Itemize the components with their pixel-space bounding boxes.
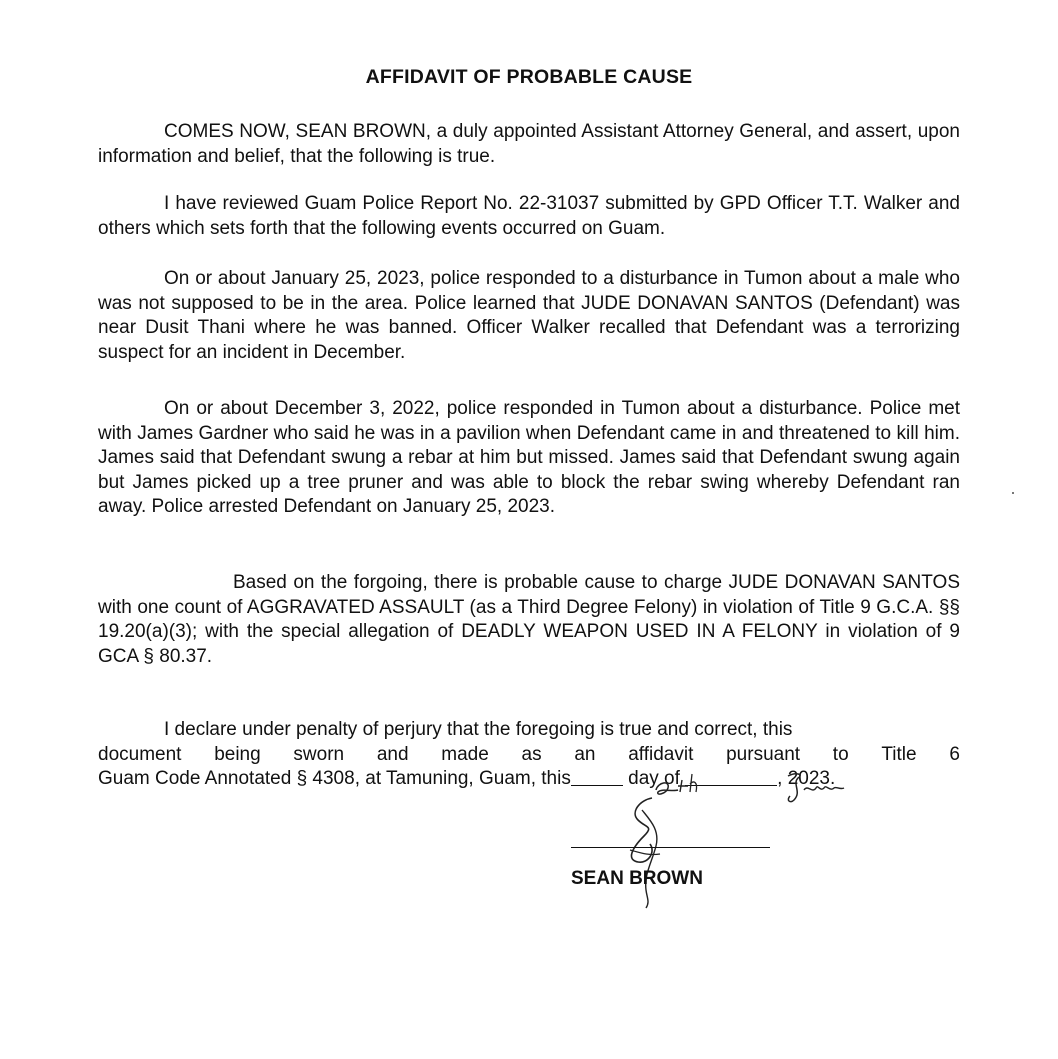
signature-line	[571, 847, 770, 848]
declaration-word: made	[441, 743, 489, 765]
declaration-word: sworn	[293, 743, 345, 765]
declaration-word: 6	[949, 743, 960, 765]
declaration-location-text: Guam Code Annotated § 4308, at Tamuning, Guam, this	[98, 768, 571, 789]
handwritten-signature	[600, 790, 690, 910]
declaration-block	[98, 718, 960, 792]
declaration-word: affidavit	[628, 743, 694, 765]
declaration-word: pursuant	[726, 743, 801, 765]
declaration-word: and	[376, 743, 409, 765]
year-text: , 2023.	[777, 768, 836, 789]
declaration-word: being	[214, 743, 261, 765]
scan-speck	[1012, 492, 1014, 494]
declaration-line-2	[98, 743, 960, 768]
declaration-word: an	[574, 743, 596, 765]
declaration-line-3	[98, 767, 960, 792]
document-title: AFFIDAVIT OF PROBABLE CAUSE	[365, 66, 693, 88]
declaration-word: to	[832, 743, 849, 765]
declaration-line-1: I declare under penalty of perjury that the foregoing is true and correct, this	[164, 719, 793, 740]
paragraph-january-incident: On or about January 25, 2023, police responded to a disturbance in Tumon about a male who was not supposed to be in the area. Police learned that JUDE DONAVAN SANTOS (Defendant) was near Dusit Thani where he was banned. Officer Walker recalled that Defendant was a terrorizing suspect for an incident in December.	[98, 268, 960, 363]
paragraph-introduction: COMES NOW, SEAN BROWN, a duly appointed Assistant Attorney General, and assert, upon information and belief, that the following is true.	[98, 121, 960, 167]
paragraph-police-report: I have reviewed Guam Police Report No. 22-31037 submitted by GPD Officer T.T. Walker and others which sets forth that the following events occurred on Guam.	[98, 193, 960, 239]
month-blank	[685, 767, 777, 786]
declaration-word: as	[521, 743, 542, 765]
signer-name: SEAN BROWN	[571, 868, 703, 889]
declaration-word: Title	[881, 743, 917, 765]
declaration-word: document	[98, 743, 182, 765]
day-blank	[571, 767, 623, 786]
paragraph-probable-cause: Based on the forgoing, there is probable cause to charge JUDE DONAVAN SANTOS with one count of AGGRAVATED ASSAULT (as a Third Degree Felony) in violation of Title 9 G.C.A. §§ 19.20(a)(3); with the special allegation of DEADLY WEAPON USED IN A FELONY in violation of 9 GCA § 80.37.	[98, 572, 960, 667]
paragraph-december-incident: On or about December 3, 2022, police responded in Tumon about a disturbance. Police met with James Gardner who said he was in a pavilion when Defendant came in and threatened to kill him. James said that Defendant swung a rebar at him but missed. James said that Defendant swung again but James picked up a tree pruner and was able to block the rebar swing whereby Defendant ran away. Police arrested Defendant on January 25, 2023.	[98, 398, 960, 517]
day-of-label: day of	[628, 768, 680, 789]
